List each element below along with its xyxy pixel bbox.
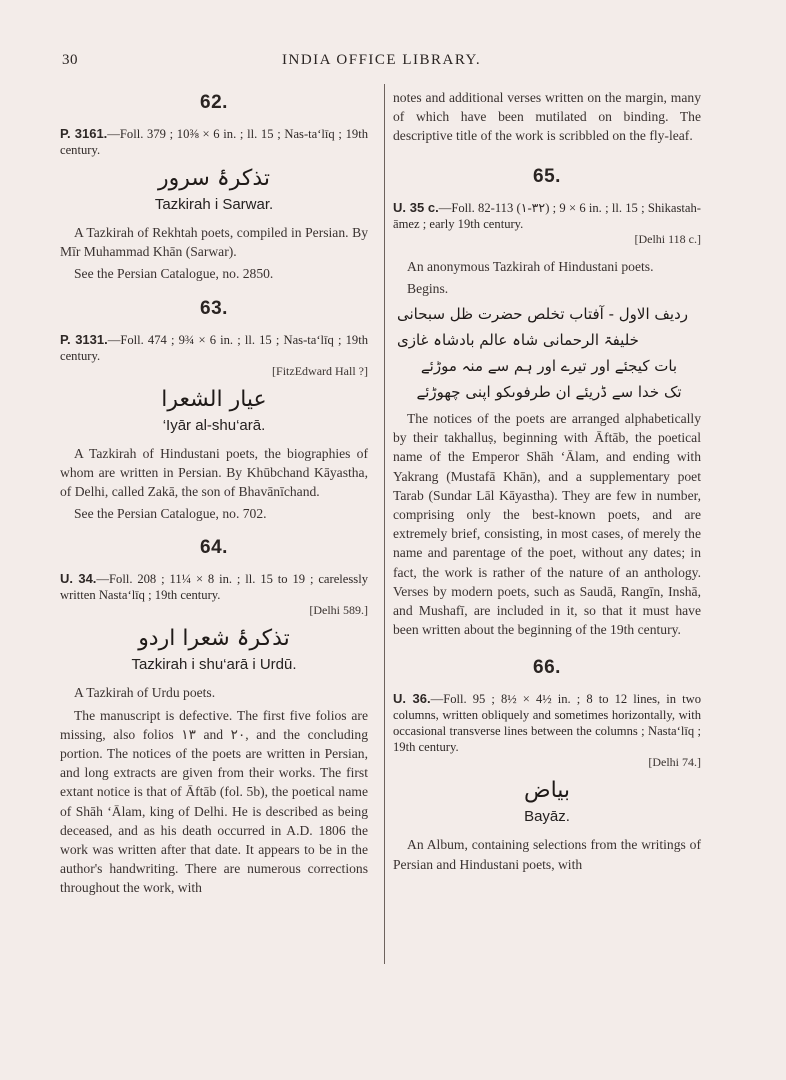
- shelf-mark: U. 36.: [393, 691, 431, 707]
- work-title: Bayāz.: [524, 808, 570, 826]
- entry-65: [393, 166, 701, 640]
- shelf-mark: P. 3131.: [60, 331, 108, 347]
- urdu-verse: بات کیجئے اور تیرے اور ہم سے منہ موڑئے: [420, 357, 678, 376]
- entry-number: 62.: [200, 92, 228, 113]
- work-title: ‘Iyār al-shu‘arā.: [162, 416, 266, 434]
- persian-title: تذکرۂ سرور: [158, 166, 270, 191]
- entry-number: 65.: [533, 165, 561, 187]
- provenance: [Delhi 74.]: [648, 755, 701, 770]
- running-title: INDIA OFFICE LIBRARY.: [282, 52, 482, 68]
- paragraph: The manuscript is defective. The first five folios are missing, also folios ۱۳ and ۲۰, and the concluding portion. The notices of the poets are written in Persian, and long extracts are given from their works. The first extant notice is that of Āftāb (fol. 5b), the poetical name of Shāh ‘Ālam, king of Delhi. He is described as being deceased, and as his death occurred in A.D. 1806 the work was written after that date. It appears to be in the author's handwriting. There are numerous corrections throughout the work, with: [60, 707, 368, 896]
- urdu-verse: تک خدا سے ڈریئے ان طرفوںکو اپنی چھوڑئے: [416, 383, 682, 402]
- provenance: [Delhi 589.]: [309, 603, 368, 618]
- begins-label: Begins.: [407, 280, 449, 296]
- shelf-details: —Foll. 474 ; 9¾ × 6 in. ; ll. 15 ; Nas-ta‘līq ; 19th century.: [60, 332, 368, 363]
- shelf-description: [393, 691, 701, 755]
- shelf-details: —Foll. 95 ; 8½ × 4½ in. ; 8 to 12 lines, in two columns, written obliquely and sometimes horizontally, with occasional transverse lines between the columns ; Nasta‘līq ; 19th century.: [393, 692, 701, 755]
- column-divider: [384, 84, 385, 964]
- left-column: [60, 88, 368, 901]
- catalogue-reference: See the Persian Catalogue, no. 702.: [74, 506, 267, 522]
- shelf-mark: U. 34.: [60, 571, 97, 587]
- paragraph: An anonymous Tazkirah of Hindustani poets.: [407, 258, 654, 274]
- urdu-line: خلیفۃ الرحمانی شاہ عالم بادشاہ غازی: [397, 331, 639, 350]
- shelf-mark: P. 3161.: [60, 126, 108, 141]
- entry-66: [393, 657, 701, 873]
- entry-63: [60, 298, 368, 524]
- paragraph: A Tazkirah of Rekhtah poets, compiled in Persian. By Mīr Muhammad Khān (Sarwar).: [60, 225, 368, 260]
- work-title: Tazkirah i Sarwar.: [154, 196, 274, 213]
- paragraph: A Tazkirah of Hindustani poets, the biographies of whom are written in Persian. By Khūbchand Kāyastha, of Delhi, called Zakā, the son of Bhavānīchand.: [60, 445, 368, 500]
- paragraph: A Tazkirah of Urdu poets.: [74, 685, 216, 701]
- work-title: Tazkirah i shu‘arā i Urdū.: [131, 656, 297, 674]
- paragraph: An Album, containing selections from the writings of Persian and Hindustani poets, with: [393, 837, 701, 872]
- paragraph: The notices of the poets are arranged alphabetically by their takhalluṣ, beginning with Āftāb, the poetical name of the Emperor Shāh ‘Ālam, and ending with Yakrang (Mustafā Khān), and a supplementary poet Tarab (Sundar Lāl Kāyastha). They are few in number, comprising only the best-known poets, and are extremely brief, consisting, in most cases, of merely the name and parentage of the poet, without any dates; in fact, the work is rather of the nature of an anthology. Verses by modern poets, such as Saudā, Rangīn, Inshā, and Mushafī, are included in it, so that it must have been written about the beginning of the 19th century.: [393, 411, 701, 638]
- continued-paragraph: notes and additional verses written on the margin, many of which have been mutilated on binding. The descriptive title of the work is scribbled on the fly-leaf.: [393, 90, 701, 144]
- entry-number: 63.: [200, 297, 228, 319]
- shelf-details: —Foll. 82-113 (۱-۳۲) ; 9 × 6 in. ; ll. 15 ; Shikastah-āmez ; early 19th century.: [393, 200, 702, 231]
- entry-number: 66.: [533, 657, 561, 679]
- entry-number: 64.: [200, 537, 228, 559]
- catalogue-reference: See the Persian Catalogue, no. 2850.: [74, 266, 274, 282]
- persian-title: بیاض: [523, 778, 571, 804]
- urdu-line: ردیف الاول - آفتاب تخلص حضرت ظل سبحانی: [397, 305, 689, 324]
- persian-title: تذکرۂ شعرا اردو: [138, 626, 290, 652]
- shelf-mark: U. 35 c.: [393, 199, 439, 215]
- persian-title: عیار الشعرا: [161, 386, 267, 412]
- shelf-description: [393, 200, 701, 232]
- entry-62: [60, 92, 368, 284]
- page-number: 30: [62, 52, 78, 68]
- shelf-description: [60, 571, 368, 603]
- provenance: [FitzEdward Hall ?]: [272, 363, 368, 378]
- page-header: [0, 52, 786, 74]
- provenance: [Delhi 118 c.]: [634, 231, 701, 246]
- entry-64: [60, 537, 368, 897]
- shelf-details: —Foll. 379 ; 10⅜ × 6 in. ; ll. 15 ; Nas-ta‘līq ; 19th century.: [60, 127, 368, 157]
- shelf-description: [60, 126, 368, 158]
- right-column: [393, 88, 701, 877]
- shelf-details: —Foll. 208 ; 11¼ × 8 in. ; ll. 15 to 19 ; carelessly written Nasta‘līq ; 19th century.: [60, 572, 368, 603]
- shelf-description: [60, 332, 368, 364]
